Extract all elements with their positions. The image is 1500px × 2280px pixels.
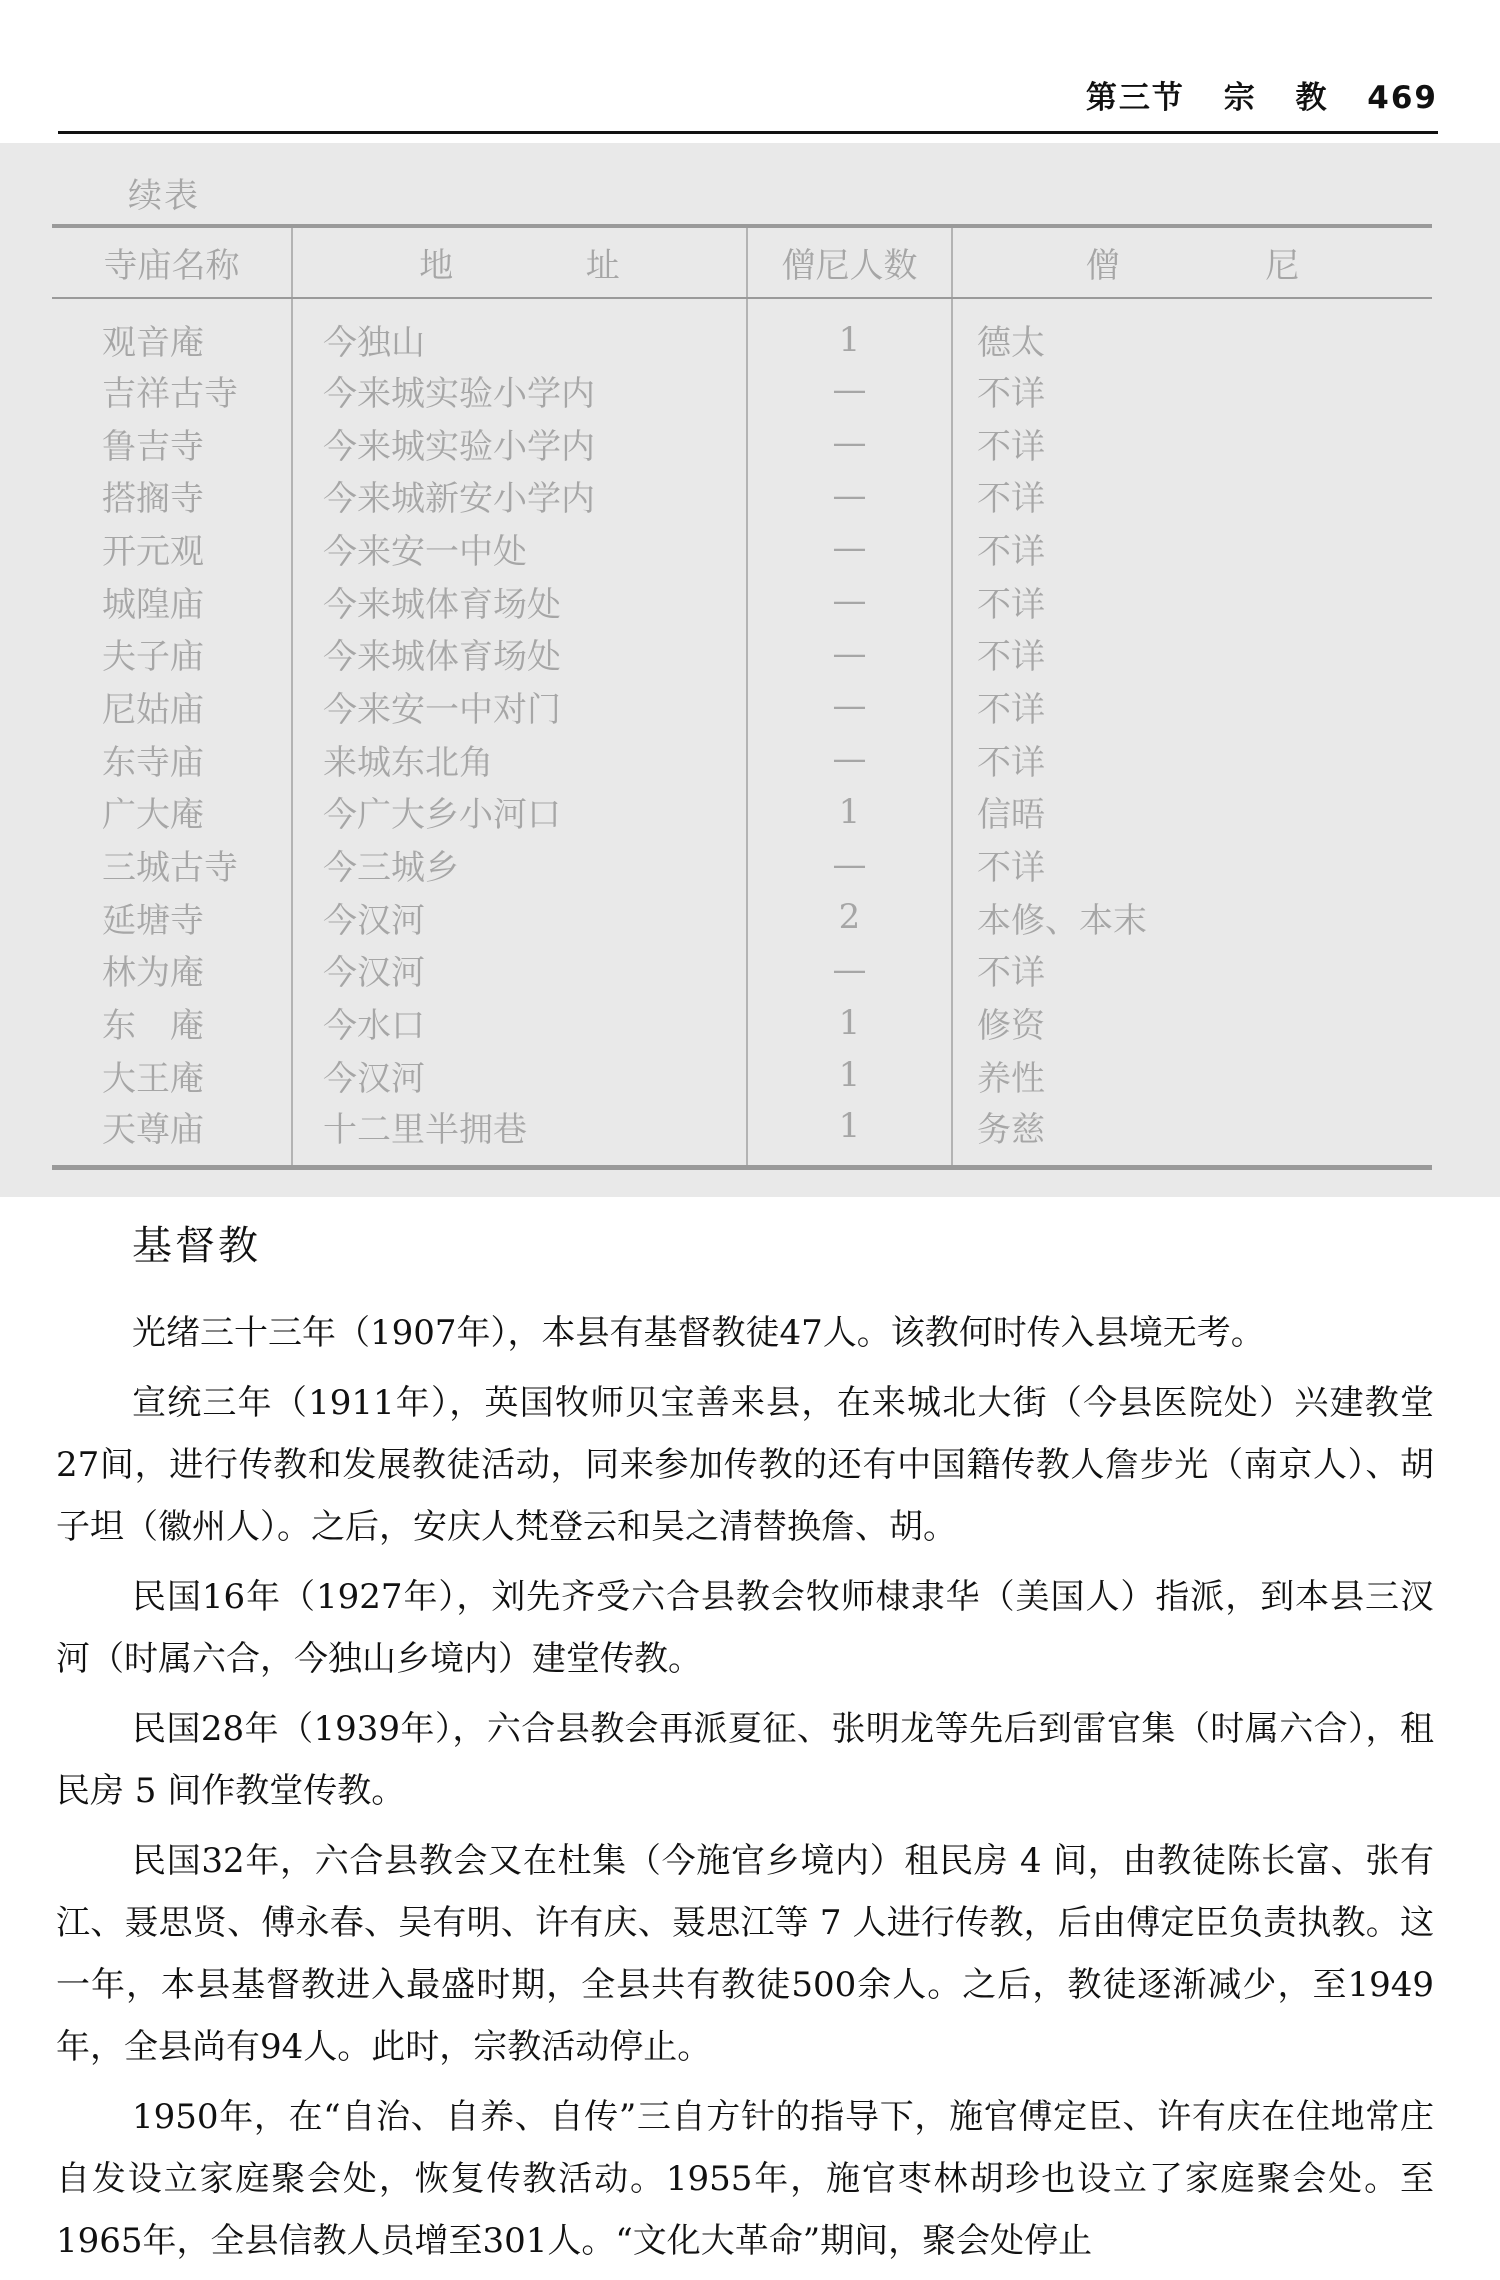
paragraph: 民国28年（1939年），六合县教会再派夏征、张明龙等先后到雷官集（时属六合），租民房 5 间作教堂传教。 <box>56 1709 1434 1811</box>
temple-name-cell: 观音庵 <box>102 323 204 363</box>
table-row <box>52 522 1432 575</box>
address-cell: 今汉河 <box>292 1049 747 1102</box>
count-cell: — <box>747 627 952 680</box>
count-cell: — <box>747 364 952 417</box>
address-cell: 十二里半拥巷 <box>292 1102 747 1168</box>
count-cell: — <box>747 680 952 733</box>
temple-name-cell: 夫子庙 <box>102 637 204 678</box>
temple-name-cell: 尼姑庙 <box>102 689 204 730</box>
count-cell: — <box>747 469 952 522</box>
count-cell: 1 <box>747 1102 952 1168</box>
col-header-monks-a: 僧 <box>1085 246 1120 286</box>
col-header-monks-b: 尼 <box>1265 246 1300 286</box>
address-cell: 今汉河 <box>292 891 747 944</box>
page-number: 469 <box>1367 80 1438 116</box>
temple-name-cell: 延塘寺 <box>102 900 204 941</box>
table-row <box>52 680 1432 733</box>
count-cell: — <box>747 944 952 997</box>
address-cell: 今来城新安小学内 <box>292 469 747 522</box>
address-cell: 今来城实验小学内 <box>292 417 747 470</box>
paragraph: 民国32年，六合县教会又在杜集（今施官乡境内）租民房 4 间，由教徒陈长富、张有江、聂思贤、傅永春、吴有明、许有庆、聂思江等 7 人进行传教，后由傅定臣负责执教。这一年，本县基督教进入最盛时期，全县共有教徒500余人。之后，教徒逐渐减少，至1949年，全县尚有94人。此时，宗教活动停止。 <box>56 1841 1434 2067</box>
running-head <box>1060 72 1438 117</box>
count-cell: — <box>747 838 952 891</box>
table-row <box>52 298 1432 364</box>
monks-cell: 不详 <box>952 627 1432 680</box>
address-cell: 今水口 <box>292 996 747 1049</box>
header-rule <box>58 131 1438 134</box>
col-header-count: 僧尼人数 <box>747 226 952 298</box>
col-header-monks <box>952 226 1432 298</box>
temple-name-cell: 东寺庙 <box>102 742 204 783</box>
temple-name-cell: 三城古寺 <box>102 848 238 889</box>
header-topic-b: 教 <box>1295 80 1329 116</box>
temple-name-cell: 广大庵 <box>102 795 204 836</box>
temple-name-cell: 城隍庙 <box>102 584 204 625</box>
address-cell: 今来城体育场处 <box>292 575 747 628</box>
count-cell: 1 <box>747 1049 952 1102</box>
table-row <box>52 996 1432 1049</box>
section-title: 基督教 <box>132 1223 261 1269</box>
temple-name-cell: 大王庵 <box>102 1058 204 1099</box>
temple-name-cell: 林为庵 <box>102 953 204 994</box>
monks-cell: 不详 <box>952 417 1432 470</box>
temple-name-cell: 搭搁寺 <box>102 479 204 520</box>
header-topic-a: 宗 <box>1223 80 1257 116</box>
address-cell: 今汉河 <box>292 944 747 997</box>
table-row <box>52 1102 1432 1168</box>
address-cell: 今来城实验小学内 <box>292 364 747 417</box>
col-header-address-b: 址 <box>585 246 620 286</box>
count-cell: — <box>747 575 952 628</box>
table-row <box>52 944 1432 997</box>
table-row <box>52 838 1432 891</box>
count-cell: — <box>747 522 952 575</box>
address-cell: 今来安一中处 <box>292 522 747 575</box>
monks-cell: 不详 <box>952 733 1432 786</box>
body-text <box>56 1302 1434 2280</box>
table-row <box>52 469 1432 522</box>
col-header-address <box>292 226 747 298</box>
temple-table <box>52 224 1432 1170</box>
count-cell: — <box>747 733 952 786</box>
page-header <box>58 62 1438 134</box>
table-row <box>52 891 1432 944</box>
monks-cell: 不详 <box>952 522 1432 575</box>
temple-name-cell: 开元观 <box>102 531 204 572</box>
count-cell: 2 <box>747 891 952 944</box>
table-row <box>52 1049 1432 1102</box>
table-row <box>52 786 1432 839</box>
table-row <box>52 364 1432 417</box>
table-row <box>52 733 1432 786</box>
col-header-name: 寺庙名称 <box>52 226 292 298</box>
count-cell: — <box>747 417 952 470</box>
monks-cell: 不详 <box>952 575 1432 628</box>
monks-cell: 本修、本末 <box>952 891 1432 944</box>
paragraph: 1950年，在“自治、自养、自传”三自方针的指导下，施官傅定臣、许有庆在住地常庄自发设立家庭聚会处，恢复传教活动。1955年，施官枣林胡珍也设立了家庭聚会处。至1965年，全县信教人员增至301人。“文化大革命”期间，聚会处停止 <box>56 2097 1434 2261</box>
monks-cell: 德太 <box>952 298 1432 364</box>
count-cell: 1 <box>747 786 952 839</box>
address-cell: 今来安一中对门 <box>292 680 747 733</box>
temple-name-cell: 天尊庙 <box>52 1102 292 1168</box>
table-header-row <box>52 226 1432 298</box>
count-cell: 1 <box>747 298 952 364</box>
monks-cell: 养性 <box>952 1049 1432 1102</box>
table-body <box>52 298 1432 1167</box>
monks-cell: 不详 <box>952 838 1432 891</box>
address-cell: 今三城乡 <box>292 838 747 891</box>
monks-cell: 务慈 <box>952 1102 1432 1168</box>
temple-name-cell: 东 庵 <box>102 1006 204 1047</box>
monks-cell: 不详 <box>952 469 1432 522</box>
monks-cell: 不详 <box>952 944 1432 997</box>
monks-cell: 修资 <box>952 996 1432 1049</box>
continued-label: 续表 <box>128 176 200 216</box>
temple-name-cell: 鲁吉寺 <box>102 426 204 467</box>
monks-cell: 不详 <box>952 364 1432 417</box>
header-section: 第三节 <box>1085 80 1185 116</box>
paragraph: 宣统三年（1911年），英国牧师贝宝善来县，在来城北大街（今县医院处）兴建教堂27间，进行传教和发展教徒活动，同来参加传教的还有中国籍传教人詹步光（南京人）、胡子坦（徽州人）。之后，安庆人梵登云和吴之清替换詹、胡。 <box>56 1383 1434 1547</box>
table-row <box>52 417 1432 470</box>
address-cell: 今广大乡小河口 <box>292 786 747 839</box>
table-row <box>52 575 1432 628</box>
table-row <box>52 627 1432 680</box>
temple-name-cell: 吉祥古寺 <box>102 373 238 414</box>
count-cell: 1 <box>747 996 952 1049</box>
paragraph: 民国16年（1927年），刘先齐受六合县教会牧师棣隶华（美国人）指派，到本县三汊河（时属六合，今独山乡境内）建堂传教。 <box>56 1577 1434 1679</box>
col-header-address-a: 地 <box>419 246 454 286</box>
monks-cell: 不详 <box>952 680 1432 733</box>
address-cell: 来城东北角 <box>292 733 747 786</box>
address-cell: 今独山 <box>292 298 747 364</box>
paragraph: 光绪三十三年（1907年），本县有基督教徒47人。该教何时传入县境无考。 <box>132 1313 1265 1353</box>
monks-cell: 信晤 <box>952 786 1432 839</box>
address-cell: 今来城体育场处 <box>292 627 747 680</box>
